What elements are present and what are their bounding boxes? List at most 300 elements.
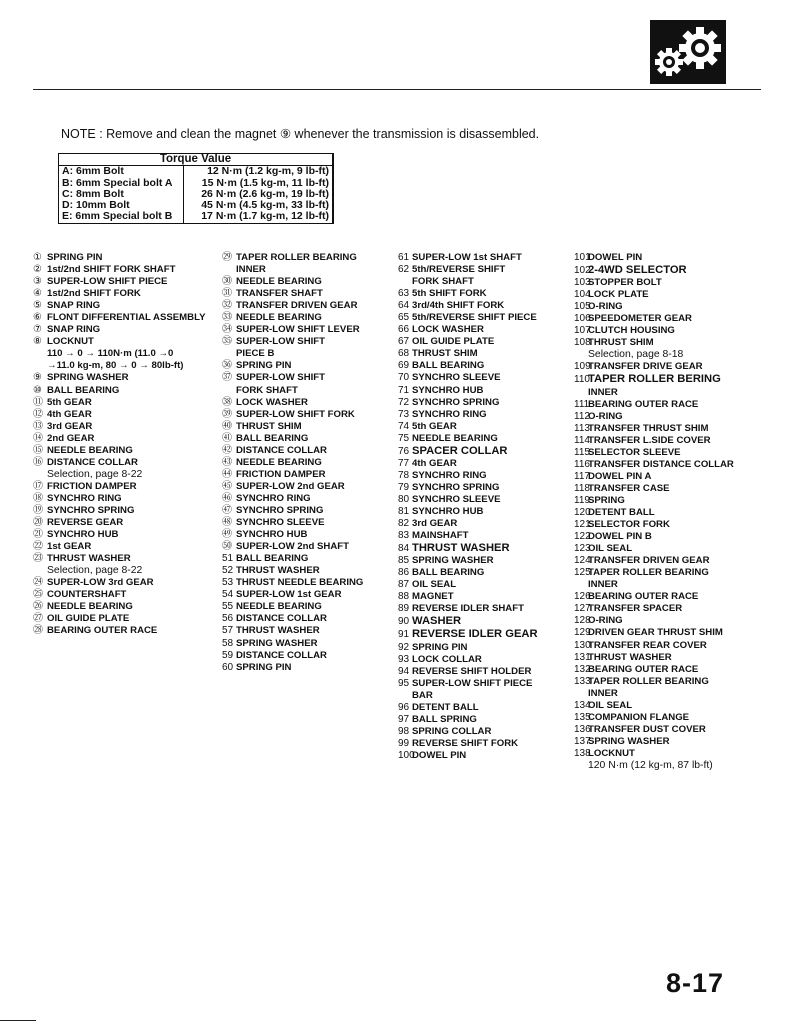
part-number: ㊵ [222, 420, 232, 432]
part-name: BEARING OUTER RACE [588, 591, 699, 603]
part-item [398, 642, 538, 654]
part-name: TRANSFER CASE [588, 482, 670, 494]
part-item [398, 628, 538, 641]
torque-value: 15 N·m (1.5 kg-m, 11 lb-ft) [201, 176, 329, 189]
part-item [33, 529, 205, 541]
part-number: 83 [398, 530, 410, 542]
part-item-continuation: Selection, page 8-22 [47, 468, 143, 480]
part-number: ㊺ [222, 480, 232, 492]
part-name: SUPER-LOW SHIFT LEVER [236, 324, 360, 336]
part-name: SYNCHRO RING [47, 492, 122, 504]
part-item [222, 409, 363, 421]
disassembly-note: NOTE : Remove and clean the magnet ⑨ whenever the transmission is disassembled. [61, 127, 540, 141]
part-item [33, 517, 205, 529]
part-name: SYNCHRO RING [236, 492, 311, 504]
part-name: SUPER-LOW SHIFT [236, 372, 326, 384]
part-number: 60 [222, 661, 234, 673]
part-name: O-RING [588, 615, 623, 627]
part-number: 78 [398, 469, 410, 481]
part-number: ㊻ [222, 492, 232, 504]
part-item [33, 601, 205, 613]
part-name: BEARING OUTER RACE [588, 398, 699, 410]
part-name: DISTANCE COLLAR [236, 649, 327, 661]
part-number: 111 [574, 398, 590, 410]
part-number: 65 [398, 312, 410, 324]
part-item [574, 676, 734, 688]
part-item [33, 288, 205, 300]
part-name: 3rd GEAR [47, 420, 93, 432]
part-item [33, 336, 205, 348]
part-name: REVERSE GEAR [47, 517, 124, 529]
part-item [574, 712, 734, 724]
part-item [398, 445, 538, 458]
part-name: SUPER-LOW 3rd GEAR [47, 577, 154, 589]
part-name: DETENT BALL [412, 701, 479, 713]
part-number: ㊽ [222, 517, 232, 529]
part-name: 3rd GEAR [412, 518, 458, 530]
part-number: ⑧ [33, 336, 42, 348]
part-name: NEEDLE BEARING [236, 601, 322, 613]
part-name: SUPER-LOW SHIFT PIECE [47, 276, 168, 288]
part-name: DISTANCE COLLAR [236, 613, 327, 625]
part-item [574, 555, 734, 567]
part-name: NEEDLE BEARING [236, 456, 322, 468]
part-item [574, 435, 734, 447]
part-number: ⑨ [33, 372, 42, 384]
header-rule [33, 89, 761, 90]
part-item [222, 457, 363, 469]
part-number: ㉜ [222, 300, 232, 312]
part-item [574, 664, 734, 676]
part-name: DOWEL PIN [588, 252, 643, 263]
part-item [398, 385, 538, 397]
part-number: ㊲ [222, 372, 232, 384]
part-number: ⑤ [33, 300, 42, 312]
part-number: 124 [574, 555, 591, 567]
part-item [33, 276, 205, 288]
part-item [222, 445, 363, 457]
part-item [574, 252, 734, 264]
part-number: 82 [398, 518, 410, 530]
part-number: 88 [398, 591, 410, 603]
torque-table-title: Torque Value [59, 154, 334, 166]
part-item [33, 409, 205, 421]
part-item [574, 531, 734, 543]
part-name: OIL SEAL [412, 579, 457, 591]
part-number: ㊹ [222, 468, 232, 480]
part-number: 76 [398, 445, 410, 457]
part-item [222, 553, 363, 565]
part-name: LOCK PLATE [588, 289, 649, 301]
part-number: ㊼ [222, 504, 232, 516]
header-gear-box [650, 20, 726, 84]
part-item [33, 553, 205, 565]
part-item [398, 300, 538, 312]
part-number: 58 [222, 637, 234, 649]
part-item [33, 577, 205, 589]
part-number: ㊾ [222, 529, 232, 541]
part-item [574, 543, 734, 555]
part-item [222, 529, 363, 541]
part-item [574, 289, 734, 301]
part-name: LOCK WASHER [412, 324, 484, 336]
part-number: 91 [398, 629, 410, 641]
part-number: 110 [574, 374, 590, 386]
part-item [222, 589, 363, 601]
part-name: SELECTOR FORK [588, 519, 670, 531]
part-name: THRUST WASHER [47, 553, 131, 565]
part-number: 108 [574, 337, 591, 349]
part-number: 118 [574, 482, 590, 494]
part-name: SNAP RING [47, 300, 101, 312]
part-name: SYNCHRO RING [412, 408, 487, 420]
torque-label: E: 6mm Special bolt B [59, 211, 184, 223]
part-name: COUNTERSHAFT [47, 589, 127, 601]
part-name: BEARING OUTER RACE [588, 663, 699, 675]
torque-row [59, 211, 334, 223]
part-item [398, 324, 538, 336]
part-item [574, 264, 734, 277]
part-name: STOPPER BOLT [588, 277, 662, 289]
part-number: 116 [574, 458, 590, 470]
part-number: ⑰ [33, 480, 43, 492]
part-item [222, 397, 363, 409]
part-name: SPRING PIN [236, 661, 292, 673]
part-number: 56 [222, 613, 234, 625]
part-name: THRUST SHIM [588, 337, 654, 349]
part-name: THRUST NEEDLE BEARING [236, 577, 364, 589]
part-number: 63 [398, 288, 410, 300]
part-item [33, 457, 205, 469]
part-item [222, 565, 363, 577]
parts-list-column-4 [574, 252, 734, 772]
torque-label: D: 10mm Bolt [59, 200, 184, 211]
part-item [574, 471, 734, 483]
part-name: 5th SHIFT FORK [412, 288, 487, 300]
part-item-continuation: 120 N·m (12 kg-m, 87 lb-ft) [588, 759, 713, 771]
part-number: 79 [398, 481, 410, 493]
part-item [574, 277, 734, 289]
part-item [398, 750, 538, 762]
part-name: O-RING [588, 301, 623, 313]
part-number: 100 [398, 749, 415, 761]
part-number: ㉗ [33, 613, 43, 625]
part-name: SYNCHRO SPRING [236, 504, 324, 516]
part-item [222, 493, 363, 505]
part-number: 130 [574, 639, 591, 651]
part-name: SPRING PIN [412, 641, 468, 653]
part-number: 77 [398, 457, 410, 469]
part-name: THRUST WASHER [236, 625, 320, 637]
part-number: ㉓ [33, 553, 43, 565]
part-number: 133 [574, 675, 591, 687]
part-name: SUPER-LOW SHIFT FORK [236, 408, 355, 420]
part-item [574, 495, 734, 507]
part-name: SYNCHRO HUB [412, 505, 484, 517]
part-name: SNAP RING [47, 324, 101, 336]
part-name: 5th/REVERSE SHIFT [412, 264, 506, 276]
part-item [33, 493, 205, 505]
part-number: ㉞ [222, 324, 232, 336]
part-number: 51 [222, 553, 234, 565]
part-number: 92 [398, 641, 410, 653]
part-item [398, 372, 538, 384]
part-number: ㉘ [33, 625, 43, 637]
part-number: 52 [222, 565, 234, 577]
part-name: SPRING COLLAR [412, 725, 492, 737]
part-number: 66 [398, 324, 410, 336]
part-name: THRUST WASHER [412, 542, 510, 555]
part-item [574, 399, 734, 411]
part-number: 120 [574, 506, 591, 518]
part-item [33, 312, 205, 324]
part-item [222, 601, 363, 613]
part-item [222, 252, 363, 264]
parts-list-column-2 [222, 252, 363, 674]
page-number: 8-17 [666, 968, 725, 998]
part-number: 59 [222, 649, 234, 661]
part-name: SYNCHRO SLEEVE [412, 493, 501, 505]
part-number: 94 [398, 665, 410, 677]
part-number: 95 [398, 677, 410, 689]
part-name: SPRING [588, 494, 625, 506]
part-item [398, 654, 538, 666]
part-item [222, 517, 363, 529]
part-item-continuation: INNER [588, 386, 618, 398]
part-number: 64 [398, 300, 410, 312]
part-name: LOCKNUT [588, 747, 635, 759]
part-number: ㊴ [222, 408, 232, 420]
part-number: 128 [574, 615, 591, 627]
part-item-continuation: INNER [588, 579, 618, 591]
part-number: ㉕ [33, 589, 43, 601]
part-name: DOWEL PIN B [588, 531, 652, 543]
part-number: 103 [574, 277, 591, 289]
part-item [222, 469, 363, 481]
part-name: BALL BEARING [412, 360, 485, 372]
part-item [33, 397, 205, 409]
part-number: 132 [574, 663, 591, 675]
part-name: REVERSE SHIFT HOLDER [412, 665, 532, 677]
part-number: 70 [398, 372, 410, 384]
part-item [398, 397, 538, 409]
torque-value: 45 N·m (4.5 kg-m, 33 lb-ft) [201, 199, 329, 212]
part-number: 135 [574, 711, 591, 723]
part-number: 123 [574, 543, 591, 555]
part-item [398, 348, 538, 360]
part-number: ㊶ [222, 432, 232, 444]
part-number: 80 [398, 493, 410, 505]
part-name: 4th GEAR [412, 457, 457, 469]
part-name: LOCKNUT [47, 336, 94, 348]
part-name: BALL BEARING [412, 567, 485, 579]
part-number: ① [33, 252, 42, 263]
part-number: ㉒ [33, 541, 43, 553]
part-item [574, 652, 734, 664]
part-item [574, 361, 734, 373]
part-name: TRANSFER SPACER [588, 603, 683, 615]
part-number: 126 [574, 591, 591, 603]
part-item [222, 481, 363, 493]
part-item [574, 411, 734, 423]
part-item [222, 638, 363, 650]
part-number: 138 [574, 747, 591, 759]
part-number: ③ [33, 276, 42, 288]
part-name: SYNCHRO RING [412, 469, 487, 481]
part-number: 115 [574, 446, 590, 458]
part-number: 109 [574, 361, 591, 373]
torque-label: B: 6mm Special bolt A [59, 178, 184, 189]
part-item [222, 613, 363, 625]
part-item [33, 613, 205, 625]
part-name: REVERSE IDLER SHAFT [412, 603, 524, 615]
part-item [574, 724, 734, 736]
part-item [33, 481, 205, 493]
part-number: 90 [398, 616, 410, 628]
part-item [33, 264, 205, 276]
part-item [398, 567, 538, 579]
part-item [222, 324, 363, 336]
part-name: TAPER ROLLER BEARING [588, 675, 709, 687]
part-name: WASHER [412, 615, 462, 628]
part-item-continuation: PIECE B [236, 348, 275, 360]
part-item [398, 530, 538, 542]
part-number: 81 [398, 505, 410, 517]
parts-list-column-3 [398, 252, 538, 762]
part-name: 1st/2nd SHIFT FORK SHAFT [47, 264, 176, 276]
part-number: 105 [574, 301, 591, 313]
part-name: MAGNET [412, 591, 454, 603]
part-number: 74 [398, 420, 410, 432]
part-name: TAPER ROLLER BEARING [236, 252, 357, 263]
part-number: ⑥ [33, 312, 42, 324]
part-number: 57 [222, 625, 234, 637]
part-number: ⑫ [33, 408, 43, 420]
part-name: SPRING PIN [47, 252, 103, 263]
part-name: NEEDLE BEARING [236, 276, 322, 288]
part-number: ㉖ [33, 601, 43, 613]
part-name: DISTANCE COLLAR [47, 456, 138, 468]
part-item [33, 625, 205, 637]
part-name: TRANSFER THRUST SHIM [588, 422, 709, 434]
part-number: ㉙ [222, 252, 232, 263]
part-name: SUPER-LOW 2nd GEAR [236, 480, 345, 492]
part-name: DETENT BALL [588, 506, 655, 518]
part-number: 129 [574, 627, 591, 639]
part-name: SPEEDOMETER GEAR [588, 313, 692, 325]
part-name: OIL SEAL [588, 543, 633, 555]
part-number: 54 [222, 589, 234, 601]
part-name: THRUST WASHER [588, 651, 672, 663]
part-number: ㉑ [33, 529, 43, 541]
part-name: TRANSFER DISTANCE COLLAR [588, 458, 734, 470]
part-name: DOWEL PIN [412, 749, 467, 761]
part-number: 102 [574, 265, 591, 277]
part-number: 122 [574, 531, 591, 543]
parts-list-column-1 [33, 252, 205, 638]
torque-label: A: 6mm Bolt [59, 166, 184, 178]
part-name: SPACER COLLAR [412, 444, 508, 457]
part-item [33, 445, 205, 457]
part-name: CLUTCH HOUSING [588, 325, 675, 337]
part-item [398, 714, 538, 726]
part-item [222, 505, 363, 517]
part-item-continuation: FORK SHAFT [236, 384, 298, 396]
part-item [398, 288, 538, 300]
part-item [222, 360, 363, 372]
part-item [33, 252, 205, 264]
part-item [398, 482, 538, 494]
part-name: THRUST SHIM [236, 420, 302, 432]
part-name: THRUST WASHER [236, 565, 320, 577]
part-name: NEEDLE BEARING [412, 432, 498, 444]
part-number: 131 [574, 651, 591, 663]
part-number: 84 [398, 543, 410, 555]
part-name: NEEDLE BEARING [47, 444, 133, 456]
part-number: ④ [33, 288, 42, 300]
part-number: 99 [398, 737, 410, 749]
part-number: 121 [574, 519, 591, 531]
part-number: ⑱ [33, 492, 43, 504]
part-item [398, 615, 538, 628]
footer-rule [0, 1020, 36, 1021]
part-number: 69 [398, 360, 410, 372]
part-item [574, 591, 734, 603]
part-number: 127 [574, 603, 591, 615]
part-item [33, 421, 205, 433]
part-name: FRICTION DAMPER [236, 468, 326, 480]
part-item [574, 447, 734, 459]
part-item [574, 603, 734, 615]
part-number: 104 [574, 289, 591, 301]
part-number: 114 [574, 434, 590, 446]
part-name: TRANSFER REAR COVER [588, 639, 707, 651]
part-number: 62 [398, 264, 410, 276]
part-number: 106 [574, 313, 591, 325]
part-name: O-RING [588, 410, 623, 422]
part-name: SYNCHRO SPRING [412, 481, 500, 493]
part-number: 61 [398, 252, 410, 263]
part-item [574, 373, 734, 386]
part-item [574, 736, 734, 748]
part-item [574, 301, 734, 313]
part-item [222, 577, 363, 589]
part-number: 136 [574, 723, 591, 735]
part-name: SYNCHRO HUB [412, 384, 484, 396]
part-number: ㉔ [33, 577, 43, 589]
part-name: REVERSE SHIFT FORK [412, 737, 519, 749]
part-number: 75 [398, 432, 410, 444]
part-name: 1st GEAR [47, 541, 92, 553]
part-item [222, 421, 363, 433]
part-number: 67 [398, 336, 410, 348]
part-item [398, 433, 538, 445]
part-item [574, 325, 734, 337]
part-name: LOCK COLLAR [412, 653, 482, 665]
part-number: ② [33, 264, 42, 276]
part-item [398, 421, 538, 433]
part-item [398, 702, 538, 714]
part-name: BALL BEARING [236, 553, 309, 565]
part-number: 85 [398, 555, 410, 567]
part-number: ㉛ [222, 288, 232, 300]
part-name: 4th GEAR [47, 408, 92, 420]
part-name: 2-4WD SELECTOR [588, 264, 687, 277]
part-name: FLONT DIFFERENTIAL ASSEMBLY [47, 312, 206, 324]
part-item [398, 494, 538, 506]
part-item-continuation: Selection, page 8-22 [47, 565, 143, 577]
part-item [398, 603, 538, 615]
